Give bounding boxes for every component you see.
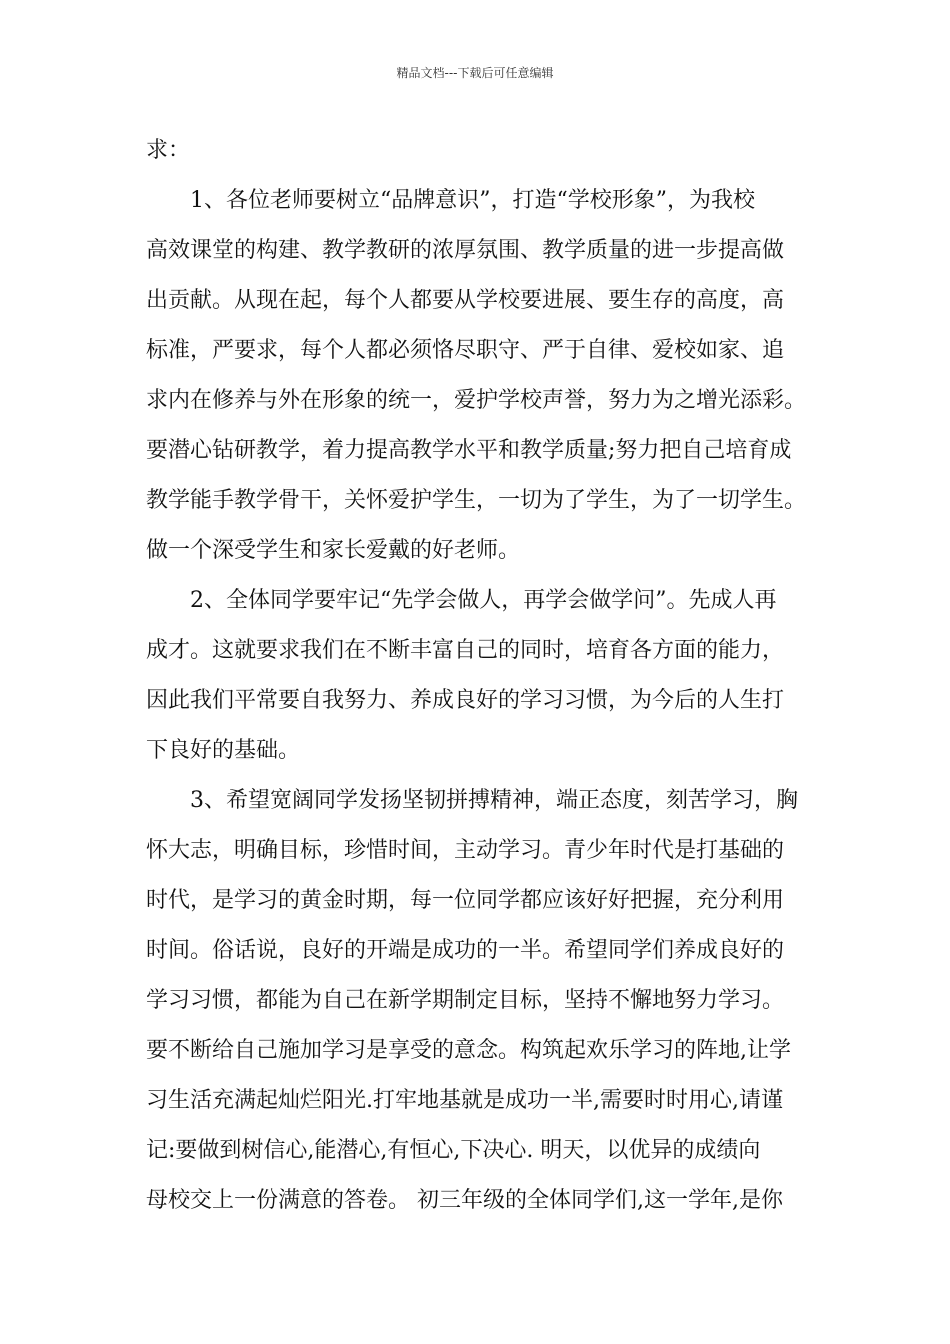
text-line: 出贡献。从现在起，每个人都要从学校要进展、要生存的高度，高 <box>146 288 785 313</box>
page-header: 精品文档---下载后可任意编辑 <box>396 66 554 80</box>
text-line: 时间。俗话说，良好的开端是成功的一半。希望同学们养成良好的 <box>146 938 785 963</box>
text-line: 因此我们平常要自我努力、养成良好的学习习惯，为今后的人生打 <box>146 688 785 713</box>
text-line: 下良好的基础。 <box>146 738 301 763</box>
text-line: 习生活充满起灿烂阳光.打牢地基就是成功一半,需要时时用心,请谨 <box>146 1088 783 1113</box>
text-line: 怀大志，明确目标，珍惜时间，主动学习。青少年时代是打基础的 <box>146 838 785 863</box>
paragraph-3-start: 3、希望宽阔同学发扬坚韧拼搏精神，端正态度，刻苦学习，胸 <box>190 788 798 813</box>
text-line: 做一个深受学生和家长爱戴的好老师。 <box>146 538 521 563</box>
text-line: 记:要做到树信心,能潜心,有恒心,下决心. 明天，以优异的成绩向 <box>146 1138 761 1163</box>
text-line: 学习习惯，都能为自己在新学期制定目标，坚持不懈地努力学习。 <box>146 988 785 1013</box>
paragraph-1-start: 1、各位老师要树立“品牌意识”，打造“学校形象”，为我校 <box>190 188 755 213</box>
text-line: 教学能手教学骨干，关怀爱护学生，一切为了学生，为了一切学生。 <box>146 488 807 513</box>
text-line: 母校交上一份满意的答卷。 初三年级的全体同学们,这一学年,是你 <box>146 1188 783 1213</box>
text-line: 标准，严要求，每个人都必须恪尽职守、严于自律、爱校如家、追 <box>146 338 785 363</box>
text-line: 要不断给自己施加学习是享受的意念。构筑起欢乐学习的阵地,让学 <box>146 1038 791 1063</box>
paragraph-2-start: 2、全体同学要牢记“先学会做人，再学会做学问”。先成人再 <box>190 588 777 613</box>
text-line: 成才。这就要求我们在不断丰富自己的同时，培育各方面的能力， <box>146 638 785 663</box>
text-line: 求： <box>146 138 191 163</box>
text-line: 高效课堂的构建、教学教研的浓厚氛围、教学质量的进一步提高做 <box>146 238 785 263</box>
text-line: 时代，是学习的黄金时期，每一位同学都应该好好把握，充分利用 <box>146 888 785 913</box>
text-line: 要潜心钻研教学，着力提高教学水平和教学质量;努力把自己培育成 <box>146 438 792 463</box>
text-line: 求内在修养与外在形象的统一，爱护学校声誉，努力为之增光添彩。 <box>146 388 807 413</box>
document-body <box>146 126 826 1226</box>
